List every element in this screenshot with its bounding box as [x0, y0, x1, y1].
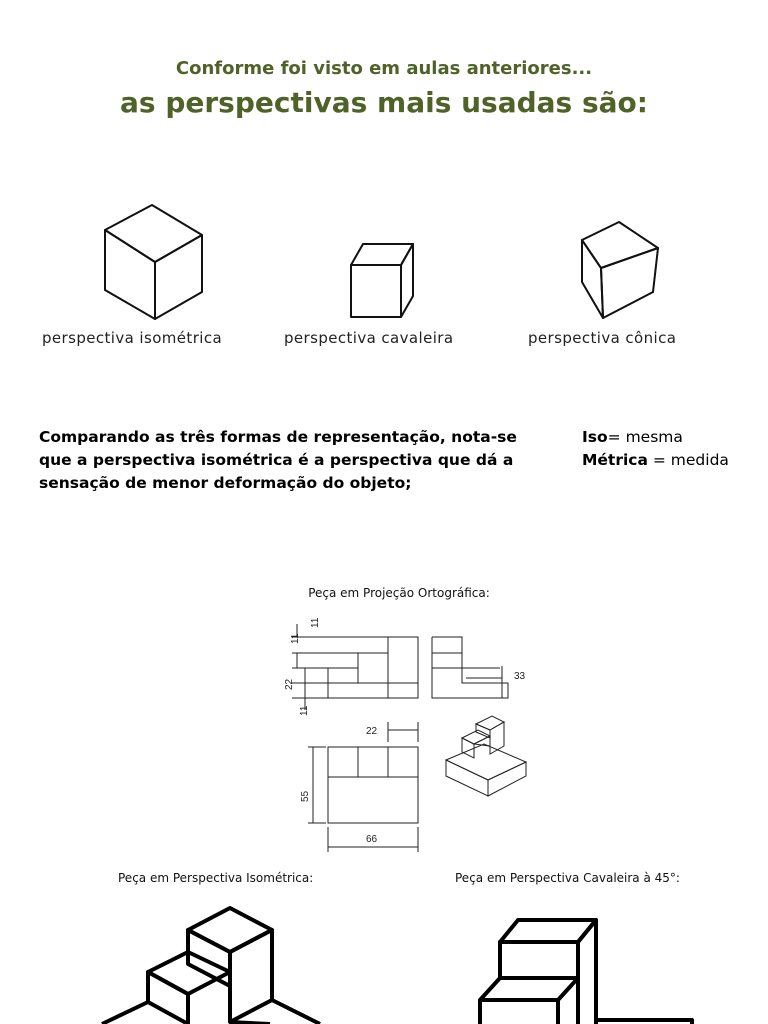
dim-55: 55: [300, 790, 311, 802]
cavalier-label: perspectiva cavaleira: [284, 329, 454, 347]
conic-label: perspectiva cônica: [528, 329, 677, 347]
isometric-label: perspectiva isométrica: [42, 329, 223, 347]
dim-66: 66: [366, 834, 378, 845]
cavalier-piece-caption: Peça em Perspectiva Cavaleira à 45°:: [455, 871, 680, 885]
orthographic-projection-drawing: [270, 610, 540, 860]
dim-11-bottom: 11: [299, 705, 310, 716]
dim-22-top: 22: [366, 726, 378, 737]
definition-iso: Iso= mesma: [582, 428, 683, 446]
isometric-cube-icon: [100, 202, 206, 322]
page-title: as perspectivas mais usadas são:: [120, 86, 648, 119]
isometric-piece-caption: Peça em Perspectiva Isométrica:: [118, 871, 314, 885]
subtitle: Conforme foi visto em aulas anteriores...: [175, 58, 593, 79]
definitions: [582, 426, 729, 472]
cavalier-piece-drawing: [470, 912, 700, 1024]
orthographic-caption: Peça em Projeção Ortográfica:: [308, 586, 490, 600]
conic-cube-icon: [579, 220, 661, 322]
isometric-piece-drawing: [100, 900, 330, 1024]
comparison-text: Comparando as três formas de representação, nota-se que a perspectiva isométrica é a perspectiva que dá a sensação de menor deformação do objeto;: [39, 428, 517, 492]
dim-33: 33: [514, 671, 526, 682]
dim-22: 22: [284, 678, 295, 690]
dim-11-top: 11: [310, 617, 321, 628]
dim-11-step: 11: [290, 633, 301, 644]
cavalier-cube-icon: [349, 241, 415, 319]
definition-metrica: Métrica = medida: [582, 451, 729, 469]
